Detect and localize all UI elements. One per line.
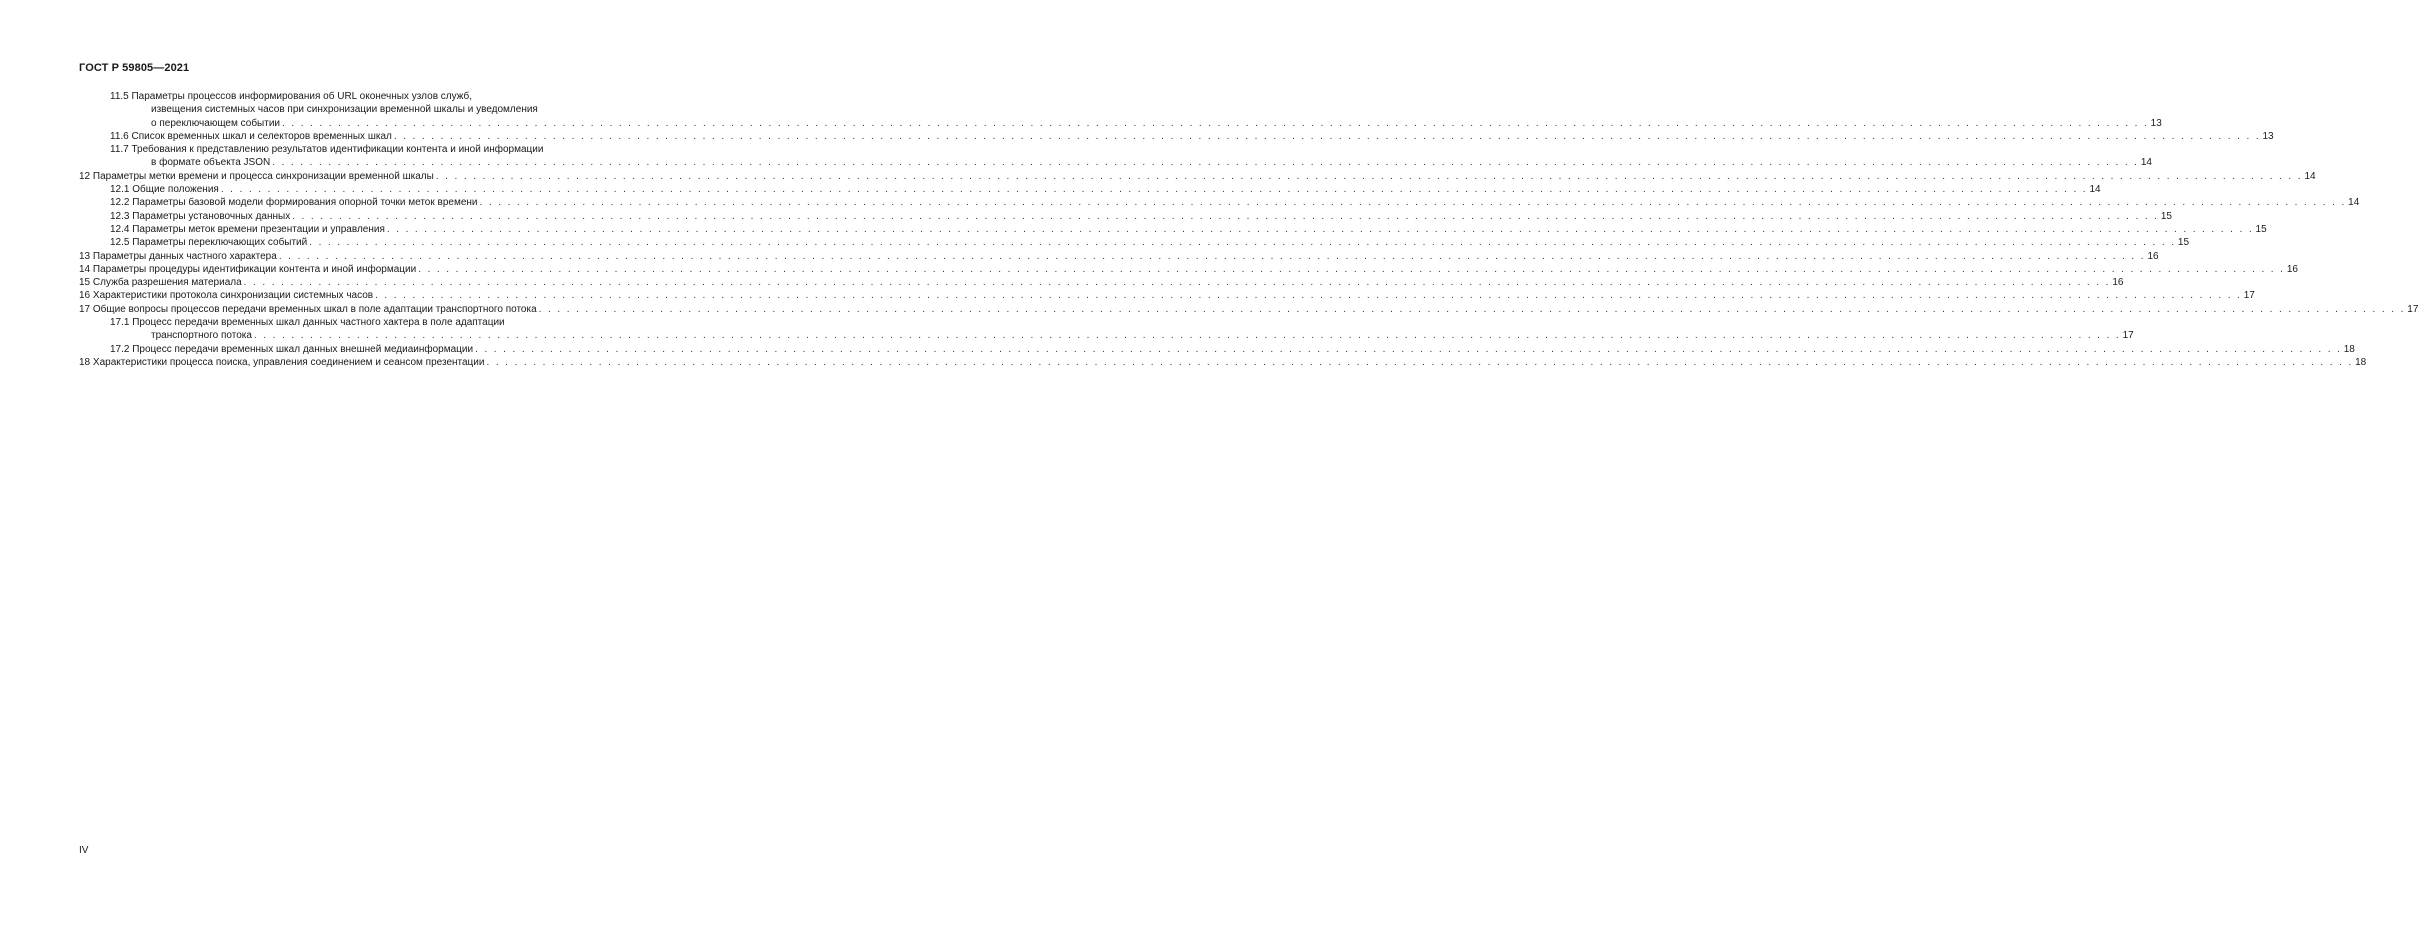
toc-page-number: 17 [2243,290,2255,302]
toc-entry[interactable] [79,356,2367,369]
toc-page-number: 14 [2089,184,2101,196]
toc-entry[interactable] [79,289,2255,302]
dot-leader: . . . . . . . . . . . . . . . . . . . . . . . . . . . . . . . . . . . . . . . . . . . . . . . . . . . . . . . . . . . . . . . . . . . . . . . . . . . . . . . . . . . . . . . . . . . . . . . . . . . . . . . . . . . . . . . . . . . . . . . . . . . . . . . . . . . . . . . . . . . . . . . . . . . . . . . . . . . . . . . . . . . . . . . . . . . . . . . . . . . . . . . . . . . . . . . . . . . . . . . . [278,250,2146,262]
toc-entry[interactable] [79,196,2360,209]
dot-leader: . . . . . . . . . . . . . . . . . . . . . . . . . . . . . . . . . . . . . . . . . . . . . . . . . . . . . . . . . . . . . . . . . . . . . . . . . . . . . . . . . . . . . . . . . . . . . . . . . . . . . . . . . . . . . . . . . . . . . . . . . . . . . . . . . . . . . . . . . . . . . . . . . . . . . . . . . . . . . . . . . . . . . . . . . . . . . . . . . . . . . . . . . . . . . . . . . . . . . . . . [375,290,2242,302]
toc-page-number: 14 [2304,170,2316,182]
toc-entry-title-line: 11.7 Требования к представлению результатов идентификации контента и иной информации [110,144,544,156]
toc-entry-title-line: 15 Служба разрешения материала [79,277,242,289]
toc-entry-title-line: 17.2 Процесс передачи временных шкал данных внешней медиаинформации [110,343,474,355]
toc-entry[interactable] [79,90,2162,130]
toc-entry-title-line: в формате объекта JSON [151,157,271,169]
toc-entry[interactable] [79,130,2274,143]
toc-entry[interactable] [79,343,2355,356]
toc-page-number: 15 [2160,210,2172,222]
toc-entry[interactable] [79,236,2190,249]
toc-entry-title-line: 12.4 Параметры меток времени презентации и управления [110,223,385,235]
page-number: IV [79,845,89,856]
toc-entry-title-line: 17 Общие вопросы процессов передачи временных шкал в поле адаптации транспортного потока [79,303,537,315]
toc-entry-title-line: 12.3 Параметры установочных данных [110,210,291,222]
toc-entry[interactable] [79,210,2172,223]
dot-leader: . . . . . . . . . . . . . . . . . . . . . . . . . . . . . . . . . . . . . . . . . . . . . . . . . . . . . . . . . . . . . . . . . . . . . . . . . . . . . . . . . . . . . . . . . . . . . . . . . . . . . . . . . . . . . . . . . . . . . . . . . . . . . . . . . . . . . . . . . . . . . . . . . . . . . . . . . . . . . . . . . . . . . . . . . . . . . . . . . . . . . . . . . . . . . . . . . . . . . . . . [475,343,2342,355]
toc-page-number: 15 [2255,223,2267,235]
dot-leader: . . . . . . . . . . . . . . . . . . . . . . . . . . . . . . . . . . . . . . . . . . . . . . . . . . . . . . . . . . . . . . . . . . . . . . . . . . . . . . . . . . . . . . . . . . . . . . . . . . . . . . . . . . . . . . . . . . . . . . . . . . . . . . . . . . . . . . . . . . . . . . . . . . . . . . . . . . . . . . . . . . . . . . . . . . . . . . . . . . . . . . . . . . . . . . . . . . . . . . . . [272,157,2139,169]
toc-entry-title-line: 14 Параметры процедуры идентификации контента и иной информации [79,263,417,275]
dot-leader: . . . . . . . . . . . . . . . . . . . . . . . . . . . . . . . . . . . . . . . . . . . . . . . . . . . . . . . . . . . . . . . . . . . . . . . . . . . . . . . . . . . . . . . . . . . . . . . . . . . . . . . . . . . . . . . . . . . . . . . . . . . . . . . . . . . . . . . . . . . . . . . . . . . . . . . . . . . . . . . . . . . . . . . . . . . . . . . . . . . . . . . . . . . . . . . . . . . . . . . . [386,223,2254,235]
toc-entry-title-line: транспортного потока [151,330,252,342]
toc-entry[interactable] [79,276,2124,289]
dot-leader: . . . . . . . . . . . . . . . . . . . . . . . . . . . . . . . . . . . . . . . . . . . . . . . . . . . . . . . . . . . . . . . . . . . . . . . . . . . . . . . . . . . . . . . . . . . . . . . . . . . . . . . . . . . . . . . . . . . . . . . . . . . . . . . . . . . . . . . . . . . . . . . . . . . . . . . . . . . . . . . . . . . . . . . . . . . . . . . . . . . . . . . . . . . . . . . . . . . . . . . . [393,130,2261,142]
toc-entry-title-line: 18 Характеристики процесса поиска, управления соединением и сеансом презентации [79,356,485,368]
toc-entry-title-line: 12.2 Параметры базовой модели формирования опорной точки меток времени [110,197,478,209]
toc-entry[interactable] [79,316,2134,343]
dot-leader: . . . . . . . . . . . . . . . . . . . . . . . . . . . . . . . . . . . . . . . . . . . . . . . . . . . . . . . . . . . . . . . . . . . . . . . . . . . . . . . . . . . . . . . . . . . . . . . . . . . . . . . . . . . . . . . . . . . . . . . . . . . . . . . . . . . . . . . . . . . . . . . . . . . . . . . . . . . . . . . . . . . . . . . . . . . . . . . . . . . . . . . . . . . . . . . . . . . . . . . . [486,356,2354,368]
toc-page-number: 15 [2177,237,2190,249]
toc-entry-title-line: 13 Параметры данных частного характера [79,250,277,262]
toc-page-number: 16 [2286,263,2298,275]
toc-entry[interactable] [79,250,2159,263]
toc-entry[interactable] [79,303,2418,316]
toc-page-number: 16 [2147,250,2159,262]
toc-page-number: 17 [2122,330,2134,342]
toc-entry[interactable] [79,183,2101,196]
toc-page-number: 16 [2112,277,2124,289]
dot-leader: . . . . . . . . . . . . . . . . . . . . . . . . . . . . . . . . . . . . . . . . . . . . . . . . . . . . . . . . . . . . . . . . . . . . . . . . . . . . . . . . . . . . . . . . . . . . . . . . . . . . . . . . . . . . . . . . . . . . . . . . . . . . . . . . . . . . . . . . . . . . . . . . . . . . . . . . . . . . . . . . . . . . . . . . . . . . . . . . . . . . . . . . . . . . . . . . . . . . . . . . [479,197,2347,209]
toc-page-number: 18 [2343,343,2355,355]
toc-entry[interactable] [79,223,2267,236]
dot-leader: . . . . . . . . . . . . . . . . . . . . . . . . . . . . . . . . . . . . . . . . . . . . . . . . . . . . . . . . . . . . . . . . . . . . . . . . . . . . . . . . . . . . . . . . . . . . . . . . . . . . . . . . . . . . . . . . . . . . . . . . . . . . . . . . . . . . . . . . . . . . . . . . . . . . . . . . . . . . . . . . . . . . . . . . . . . . . . . . . . . . . . . . . . . . . . . . . . . . . . . . [243,277,2111,289]
toc-entry-title-line: 11.5 Параметры процессов информирования об URL оконечных узлов служб, [110,91,473,102]
toc-entry[interactable] [79,263,2298,276]
document-code: ГОСТ Р 59805—2021 [79,62,190,74]
toc-page-number: 18 [2355,356,2367,368]
toc-entry-title-line: 11.6 Список временных шкал и селекторов временных шкал [110,130,392,142]
dot-leader: . . . . . . . . . . . . . . . . . . . . . . . . . . . . . . . . . . . . . . . . . . . . . . . . . . . . . . . . . . . . . . . . . . . . . . . . . . . . . . . . . . . . . . . . . . . . . . . . . . . . . . . . . . . . . . . . . . . . . . . . . . . . . . . . . . . . . . . . . . . . . . . . . . . . . . . . . . . . . . . . . . . . . . . . . . . . . . . . . . . . . . . . . . . . . . . . . . . . . . . . [292,210,2159,222]
toc-entry-title-line: 17.1 Процесс передачи временных шкал данных частного хактера в поле адаптации [110,317,505,329]
toc-page-number: 13 [2262,130,2274,142]
toc-entry-title-line: 16 Характеристики протокола синхронизации системных часов [79,290,374,302]
dot-leader: . . . . . . . . . . . . . . . . . . . . . . . . . . . . . . . . . . . . . . . . . . . . . . . . . . . . . . . . . . . . . . . . . . . . . . . . . . . . . . . . . . . . . . . . . . . . . . . . . . . . . . . . . . . . . . . . . . . . . . . . . . . . . . . . . . . . . . . . . . . . . . . . . . . . . . . . . . . . . . . . . . . . . . . . . . . . . . . . . . . . . . . . . . . . . . . . . . . . . . . . [309,237,2176,249]
dot-leader: . . . . . . . . . . . . . . . . . . . . . . . . . . . . . . . . . . . . . . . . . . . . . . . . . . . . . . . . . . . . . . . . . . . . . . . . . . . . . . . . . . . . . . . . . . . . . . . . . . . . . . . . . . . . . . . . . . . . . . . . . . . . . . . . . . . . . . . . . . . . . . . . . . . . . . . . . . . . . . . . . . . . . . . . . . . . . . . . . . . . . . . . . . . . . . . . . . . . . . . . [220,184,2088,196]
dot-leader: . . . . . . . . . . . . . . . . . . . . . . . . . . . . . . . . . . . . . . . . . . . . . . . . . . . . . . . . . . . . . . . . . . . . . . . . . . . . . . . . . . . . . . . . . . . . . . . . . . . . . . . . . . . . . . . . . . . . . . . . . . . . . . . . . . . . . . . . . . . . . . . . . . . . . . . . . . . . . . . . . . . . . . . . . . . . . . . . . . . . . . . . . . . . . . . . . . . . . . . . [281,117,2149,129]
dot-leader: . . . . . . . . . . . . . . . . . . . . . . . . . . . . . . . . . . . . . . . . . . . . . . . . . . . . . . . . . . . . . . . . . . . . . . . . . . . . . . . . . . . . . . . . . . . . . . . . . . . . . . . . . . . . . . . . . . . . . . . . . . . . . . . . . . . . . . . . . . . . . . . . . . . . . . . . . . . . . . . . . . . . . . . . . . . . . . . . . . . . . . . . . . . . . . . . . . . . . . . . [253,330,2121,342]
dot-leader: . . . . . . . . . . . . . . . . . . . . . . . . . . . . . . . . . . . . . . . . . . . . . . . . . . . . . . . . . . . . . . . . . . . . . . . . . . . . . . . . . . . . . . . . . . . . . . . . . . . . . . . . . . . . . . . . . . . . . . . . . . . . . . . . . . . . . . . . . . . . . . . . . . . . . . . . . . . . . . . . . . . . . . . . . . . . . . . . . . . . . . . . . . . . . . . . . . . . . . . . [538,303,2406,315]
toc-entry[interactable] [79,143,2152,170]
table-of-contents [79,90,2418,369]
toc-entry-title-line: 12.5 Параметры переключающих событий [110,237,308,249]
toc-entry-title-line: о переключающем событии [151,117,280,129]
dot-leader: . . . . . . . . . . . . . . . . . . . . . . . . . . . . . . . . . . . . . . . . . . . . . . . . . . . . . . . . . . . . . . . . . . . . . . . . . . . . . . . . . . . . . . . . . . . . . . . . . . . . . . . . . . . . . . . . . . . . . . . . . . . . . . . . . . . . . . . . . . . . . . . . . . . . . . . . . . . . . . . . . . . . . . . . . . . . . . . . . . . . . . . . . . . . . . . . . . . . . . . . [435,170,2303,182]
toc-page-number: 14 [2348,197,2360,209]
toc-page-number: 13 [2150,117,2162,129]
toc-page-number: 14 [2140,157,2152,169]
toc-page-number: 17 [2407,303,2418,315]
toc-entry-title-line: извещения системных часов при синхронизации временной шкалы и уведомления [151,104,538,116]
toc-entry[interactable] [79,170,2316,183]
dot-leader: . . . . . . . . . . . . . . . . . . . . . . . . . . . . . . . . . . . . . . . . . . . . . . . . . . . . . . . . . . . . . . . . . . . . . . . . . . . . . . . . . . . . . . . . . . . . . . . . . . . . . . . . . . . . . . . . . . . . . . . . . . . . . . . . . . . . . . . . . . . . . . . . . . . . . . . . . . . . . . . . . . . . . . . . . . . . . . . . . . . . . . . . . . . . . . . . . . . . . . . . [418,263,2285,275]
toc-entry-title-line: 12 Параметры метки времени и процесса синхронизации временной шкалы [79,170,434,182]
toc-entry-title-line: 12.1 Общие положения [110,184,219,196]
